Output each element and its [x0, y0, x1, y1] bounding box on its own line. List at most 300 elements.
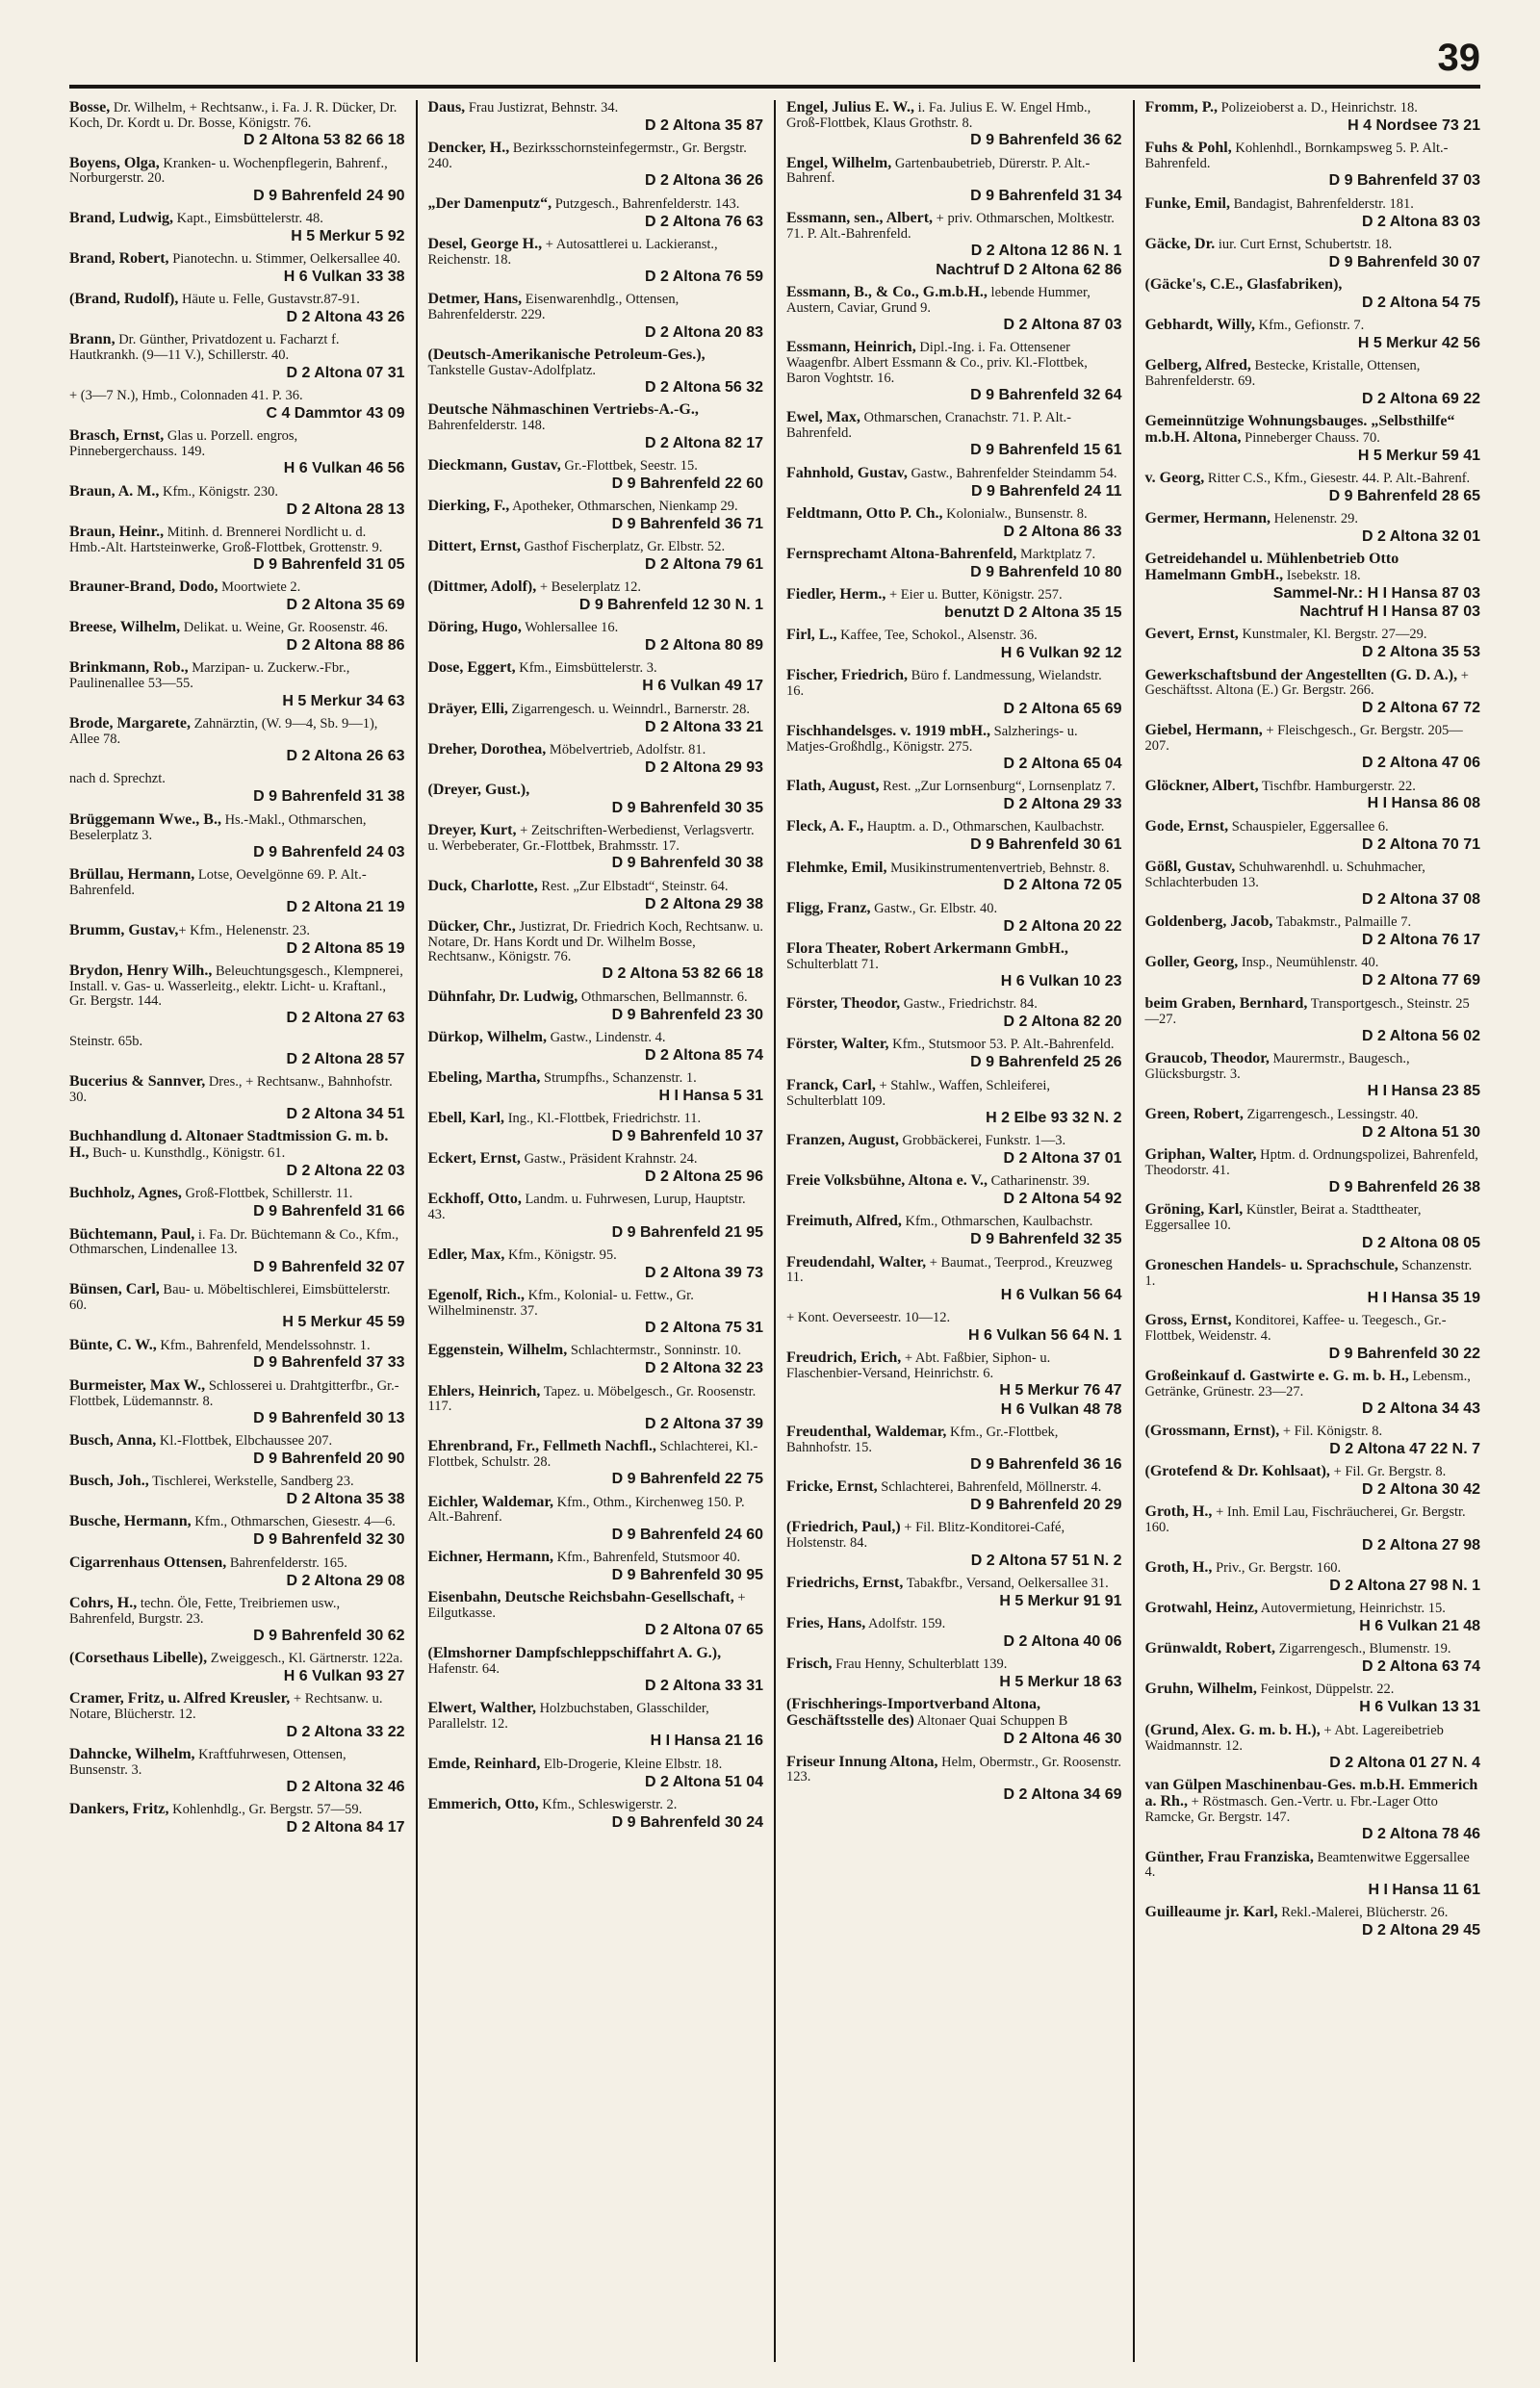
entry-name: Franck, Carl,: [786, 1076, 876, 1093]
entry-details: Isebekstr. 18.: [1283, 568, 1361, 584]
directory-entry: [69, 771, 405, 806]
entry-name: Förster, Walter,: [786, 1036, 889, 1053]
entry-name: (Dreyer, Gust.),: [427, 781, 530, 798]
phone-number: C 4 Dammtor 43 09: [266, 404, 405, 422]
entry-name: Firl, L.,: [786, 627, 837, 644]
entry-details: Konditorei, Kaffee- u. Teegesch., Gr.-Flottbek, Weidenstr. 4.: [1144, 1313, 1447, 1345]
entry-details: + Beselerplatz 12.: [536, 579, 642, 596]
directory-entry: [1145, 1682, 1481, 1716]
phone-number: D 2 Altona 57 51 N. 2: [970, 1552, 1122, 1569]
entry-details: Bandagist, Bahrenfelderstr. 181.: [1229, 195, 1414, 212]
phone-number: D 9 Bahrenfeld 37 33: [253, 1354, 405, 1372]
entry-details: Strumpfhs., Schanzenstr. 1.: [540, 1069, 697, 1086]
entry-name: Gevert, Ernst,: [1144, 626, 1239, 643]
phone-number: D 9 Bahrenfeld 24 60: [611, 1526, 763, 1543]
entry-details: + Fleischgesch., Gr. Bergstr. 205—207.: [1144, 723, 1463, 754]
directory-entry: [1145, 1850, 1481, 1900]
entry-name: Emde, Reinhard,: [427, 1755, 541, 1772]
entry-details: Ing., Kl.-Flottbek, Friedrichstr. 11.: [504, 1110, 702, 1126]
directory-entry: [786, 1616, 1122, 1651]
directory-entry: [69, 1186, 405, 1220]
directory-entry: [428, 1192, 764, 1242]
entry-details: iur. Curt Ernst, Schubertstr. 18.: [1215, 236, 1393, 252]
phone-number: D 2 Altona 29 38: [644, 895, 763, 912]
entry-details: Kfm., Othmarschen, Giesestr. 4—6.: [191, 1514, 396, 1530]
entry-name: Fligg, Franz,: [786, 899, 871, 916]
phone-number: D 9 Bahrenfeld 10 80: [970, 563, 1122, 580]
phone-number: D 2 Altona 54 92: [1003, 1191, 1122, 1208]
directory-entry: [69, 660, 405, 710]
phone-number: D 2 Altona 85 74: [644, 1046, 763, 1064]
directory-entry: [1145, 914, 1481, 949]
entry-name: Cohrs, H.,: [69, 1594, 138, 1611]
phone-number: H 6 Vulkan 49 17: [642, 678, 763, 695]
entry-name: Gewerkschaftsbund der Angestellten (G. D. A.),: [1144, 666, 1458, 683]
directory-entry: [1145, 100, 1481, 135]
directory-entry: [69, 1378, 405, 1428]
phone-number: D 2 Altona 88 86: [286, 637, 405, 655]
phone-number: Nachtruf H I Hansa 87 03: [1299, 603, 1480, 621]
entry-details: Dr. Günther, Privatdozent u. Facharzt f. Hautkrankh. (9—11 V.), Schillerstr. 40.: [69, 332, 340, 364]
phone-number: H I Hansa 5 31: [658, 1087, 763, 1104]
directory-entry: [1145, 1723, 1481, 1773]
directory-entry: [428, 1384, 764, 1434]
entry-details: Kohlenhdlg., Gr. Bergstr. 57—59.: [168, 1802, 363, 1818]
phone-number: D 2 Altona 29 08: [286, 1572, 405, 1589]
entry-name: Bucerius & Sannver,: [69, 1072, 206, 1090]
entry-details: Kohlenhdl., Bornkampsweg 5. P. Alt.-Bahrenfeld.: [1144, 141, 1449, 172]
directory-entry: [69, 1596, 405, 1646]
entry-details: Altonaer Quai Schuppen B: [913, 1713, 1068, 1730]
entry-details: Catharinenstr. 39.: [987, 1173, 1091, 1190]
directory-entry: [786, 1255, 1122, 1305]
phone-number: D 2 Altona 80 89: [644, 637, 763, 655]
entry-name: Dieckmann, Gustav,: [427, 456, 561, 474]
phone-number: D 9 Bahrenfeld 36 71: [611, 515, 763, 532]
entry-name: (Frischherings-Importverband Altona, Geschäftsstelle des): [786, 1696, 1040, 1730]
directory-entry: [69, 620, 405, 655]
directory-entry: [1145, 1424, 1481, 1458]
phone-number: D 2 Altona 63 74: [1361, 1658, 1480, 1676]
phone-number: D 2 Altona 36 26: [644, 172, 763, 190]
entry-name: Franzen, August,: [786, 1132, 899, 1149]
entry-name: Brüllau, Hermann,: [69, 866, 195, 884]
directory-entry: [786, 506, 1122, 541]
directory-entry: [69, 388, 405, 423]
entry-name: Gode, Ernst,: [1144, 817, 1229, 835]
directory-entry: [786, 211, 1122, 279]
directory-entry: [786, 628, 1122, 662]
entry-name: Brode, Margarete,: [69, 714, 192, 732]
directory-entry: [786, 1425, 1122, 1475]
directory-entry: [1145, 779, 1481, 813]
phone-number: H I Hansa 21 16: [650, 1733, 763, 1750]
entry-details: Tankstelle Gustav-Adolfplatz.: [427, 362, 597, 378]
entry-name: Dankers, Fritz,: [69, 1801, 169, 1818]
entry-details: Zweiggesch., Kl. Gärtnerstr. 122a.: [207, 1651, 403, 1667]
entry-name: Döring, Hugo,: [427, 619, 522, 636]
phone-number: D 9 Bahrenfeld 20 90: [253, 1451, 405, 1468]
phone-number: D 9 Bahrenfeld 32 64: [970, 386, 1122, 403]
entry-details: Beleuchtungsgesch., Klempnerei, Install. v. Gas- u. Wasserleitg., elektr. Licht- u. Kraftanl., Gr. Bergstr. 144.: [69, 963, 403, 1010]
entry-details: Groß-Flottbek, Schillerstr. 11.: [181, 1186, 353, 1202]
entry-name: (Deutsch-Amerikanische Petroleum-Ges.),: [427, 346, 706, 363]
directory-entry: [786, 1350, 1122, 1419]
entry-details: + Abt. Faßbier, Siphon- u. Flaschenbier-Versand, Heinrichstr. 6.: [786, 1350, 1051, 1382]
directory-entry: [786, 156, 1122, 206]
directory-entry: [428, 196, 764, 231]
entry-details: Frau Henny, Schulterblatt 139.: [832, 1656, 1008, 1673]
entry-details: Grobbäckerei, Funkstr. 1—3.: [898, 1133, 1066, 1149]
directory-entry: [1145, 668, 1481, 718]
directory-entry: [428, 1495, 764, 1545]
entry-name: Funke, Emil,: [1144, 194, 1230, 212]
directory-entry: [786, 668, 1122, 718]
entry-details: Steinstr. 65b.: [69, 1033, 143, 1049]
phone-number: D 2 Altona 56 32: [644, 379, 763, 397]
phone-number: D 2 Altona 29 45: [1361, 1921, 1480, 1939]
entry-details: Gartenbaubetrieb, Dürerstr. P. Alt.-Bahrenf.: [786, 155, 1091, 187]
phone-number: H 6 Vulkan 33 38: [283, 269, 405, 286]
entry-details: Othmarschen, Cranachstr. 71. P. Alt.-Bahrenfeld.: [786, 410, 1071, 441]
directory-entry: [428, 879, 764, 913]
directory-entry: [786, 1697, 1122, 1748]
entry-name: Ehrenbrand, Fr., Fellmeth Nachfl.,: [427, 1438, 656, 1455]
phone-number: H 5 Merkur 76 47: [999, 1382, 1122, 1399]
directory-entry: [428, 742, 764, 777]
phone-number: D 9 Bahrenfeld 32 30: [253, 1531, 405, 1549]
directory-entry: [428, 1646, 764, 1696]
entry-name: Gross, Ernst,: [1144, 1312, 1232, 1329]
directory-entry: [69, 923, 405, 958]
entry-details: Kfm., Königstr. 95.: [504, 1246, 617, 1263]
directory-entry: [69, 1514, 405, 1549]
entry-name: Bünsen, Carl,: [69, 1281, 160, 1297]
entry-details: Frau Justizrat, Behnstr. 34.: [465, 100, 619, 116]
entry-details: Tabakmstr., Palmaille 7.: [1272, 914, 1412, 931]
directory-entry: [786, 1656, 1122, 1691]
directory-entry: [428, 1701, 764, 1751]
phone-number: D 2 Altona 25 96: [644, 1168, 763, 1186]
phone-number: D 2 Altona 77 69: [1361, 972, 1480, 989]
phone-number: D 9 Bahrenfeld 26 38: [1328, 1179, 1480, 1196]
phone-number: D 9 Bahrenfeld 25 26: [970, 1054, 1122, 1071]
entry-details: Justizrat, Dr. Friedrich Koch, Rechtsanw. u. Notare, Dr. Hans Kordt und Dr. Wilhelm Bosse, Rechtsanw., Königstr. 76.: [427, 918, 763, 964]
entry-name: Busch, Joh.,: [69, 1473, 149, 1490]
phone-number: D 9 Bahrenfeld 32 07: [253, 1258, 405, 1275]
phone-number: D 2 Altona 33 31: [644, 1677, 763, 1694]
phone-number: D 9 Bahrenfeld 12 30 N. 1: [578, 597, 763, 614]
phone-number: D 9 Bahrenfeld 30 95: [611, 1566, 763, 1583]
phone-number: H 5 Merkur 34 63: [282, 692, 405, 709]
phone-number: D 9 Bahrenfeld 20 29: [970, 1497, 1122, 1514]
directory-entry: [69, 579, 405, 614]
entry-details: Kfm., Gr.-Flottbek, Bahnhofstr. 15.: [786, 1424, 1059, 1455]
entry-details: Buch- u. Kunsthdlg., Königstr. 61.: [89, 1145, 286, 1162]
entry-details: Hs.-Makl., Othmarschen, Beselerplatz 3.: [69, 811, 367, 843]
phone-number: H 6 Vulkan 48 78: [1000, 1400, 1122, 1418]
phone-number: D 2 Altona 26 63: [286, 748, 405, 765]
entry-name: Flath, August,: [786, 778, 880, 795]
phone-number: H I Hansa 35 19: [1367, 1290, 1480, 1307]
entry-name: Freudenthal, Waldemar,: [786, 1423, 947, 1440]
phone-number: D 2 Altona 29 33: [1003, 796, 1122, 813]
entry-details: Zahnärztin, (W. 9—4, Sb. 9—1), Allee 78.: [69, 715, 378, 747]
entry-details: Zigarrengesch., Blumenstr. 19.: [1275, 1641, 1451, 1657]
directory-entry: [428, 1550, 764, 1584]
entry-name: Buchhandlung d. Altonaer Stadtmission G. m. b. H.,: [69, 1128, 389, 1162]
entry-name: Dühnfahr, Dr. Ludwig,: [427, 988, 578, 1005]
entry-details: Zigarrengesch. u. Weinndrl., Barnerstr. 28.: [507, 701, 750, 717]
entry-details: + Röstmasch. Gen.-Vertr. u. Fbr.-Lager Otto Ramcke, Gr. Bergstr. 147.: [1144, 1794, 1438, 1825]
directory-entry: [1145, 1560, 1481, 1595]
entry-details: Glas u. Porzell. engros, Pinnebergerchauss. 149.: [69, 428, 298, 460]
entry-details: Tapez. u. Möbelgesch., Gr. Roosenstr. 117.: [427, 1383, 757, 1415]
entry-name: Dreyer, Kurt,: [427, 822, 517, 839]
directory-entry: [1145, 1641, 1481, 1676]
entry-name: Fries, Hans,: [786, 1615, 866, 1632]
entry-details: Dr. Wilhelm, + Rechtsanw., i. Fa. J. R. Dücker, Dr. Koch, Dr. Kordt u. Dr. Bosse, Königstr. 76.: [69, 100, 398, 131]
phone-number: D 2 Altona 53 82 66 18: [602, 965, 763, 983]
entry-name: Dittert, Ernst,: [427, 538, 521, 555]
phone-number: D 2 Altona 28 13: [286, 501, 405, 518]
directory-entry: [428, 919, 764, 984]
phone-number: D 2 Altona 39 73: [644, 1264, 763, 1281]
entry-details: Schuhwarenhdl. u. Schuhmacher, Schlachterbuden 13.: [1144, 859, 1425, 890]
entry-name: (Friedrich, Paul,): [786, 1519, 901, 1536]
entry-details: + Inh. Emil Lau, Fischräucherei, Gr. Bergstr. 160.: [1144, 1504, 1466, 1536]
phone-number: D 2 Altona 51 30: [1361, 1123, 1480, 1141]
entry-details: + Fil. Gr. Bergstr. 8.: [1329, 1464, 1447, 1480]
entry-details: Transportgesch., Steinstr. 25—27.: [1144, 995, 1470, 1027]
phone-number: D 9 Bahrenfeld 36 16: [970, 1456, 1122, 1474]
entry-details: Tischlerei, Werkstelle, Sandberg 23.: [148, 1474, 354, 1490]
entry-name: (Grossmann, Ernst),: [1144, 1423, 1280, 1440]
entry-name: Egenolf, Rich.,: [427, 1286, 525, 1303]
phone-number: D 9 Bahrenfeld 30 07: [1328, 253, 1480, 270]
phone-number: D 2 Altona 85 19: [286, 939, 405, 957]
phone-number: D 2 Altona 27 98 N. 1: [1329, 1577, 1480, 1594]
entry-name: Büchtemann, Paul,: [69, 1225, 195, 1243]
entry-name: Dose, Eggert,: [427, 659, 516, 677]
entry-details: Kfm., Bahrenfeld, Mendelssohnstr. 1.: [156, 1337, 371, 1353]
phone-number: benutzt D 2 Altona 35 15: [944, 603, 1122, 621]
directory-entry: [1145, 1107, 1481, 1142]
directory-entry: [69, 1282, 405, 1332]
entry-name: (Brand, Rudolf),: [69, 291, 179, 308]
directory-entry: [786, 466, 1122, 501]
entry-name: Dräyer, Elli,: [427, 700, 508, 717]
entry-details: Musikinstrumentenvertrieb, Behnstr. 8.: [886, 860, 1110, 876]
entry-details: Bahrenfelderstr. 165.: [226, 1554, 347, 1571]
phone-number: H I Hansa 11 61: [1368, 1881, 1480, 1898]
phone-number: D 2 Altona 20 83: [644, 323, 763, 341]
phone-number: D 2 Altona 82 17: [644, 434, 763, 451]
entry-name: Elwert, Walther,: [427, 1700, 536, 1717]
phone-number: Nachtruf D 2 Altona 62 86: [936, 261, 1122, 278]
entry-name: Ewel, Max,: [786, 409, 860, 426]
directory-entry: [1145, 358, 1481, 408]
directory-entry: [69, 1129, 405, 1180]
directory-entry: [1145, 1258, 1481, 1308]
entry-details: i. Fa. Dr. Büchtemann & Co., Kfm., Othmarschen, Lindenallee 13.: [69, 1226, 399, 1258]
entry-details: Kolonialw., Bunsenstr. 8.: [942, 505, 1088, 522]
entry-details: Adolfstr. 159.: [865, 1616, 946, 1632]
phone-number: D 9 Bahrenfeld 30 13: [253, 1409, 405, 1426]
entry-details: + Eilgutkasse.: [427, 1590, 746, 1622]
entry-details: Kaffee, Tee, Schokol., Alsenstr. 36.: [836, 628, 1038, 644]
directory-entry: [1145, 1369, 1481, 1419]
phone-number: D 9 Bahrenfeld 30 22: [1328, 1345, 1480, 1362]
entry-details: Bau- u. Möbeltischlerei, Eimsbüttelerstr. 60.: [69, 1282, 391, 1313]
entry-details: Delikat. u. Weine, Gr. Roosenstr. 46.: [180, 620, 389, 636]
entry-details: Hauptm. a. D., Othmarschen, Kaulbachstr.: [863, 819, 1105, 835]
phone-number: D 2 Altona 07 65: [644, 1622, 763, 1639]
entry-name: Giebel, Hermann,: [1144, 722, 1263, 738]
entry-name: Green, Robert,: [1144, 1105, 1244, 1122]
entry-details: Kfm., Kolonial- u. Fettw., Gr. Wilhelminenstr. 37.: [427, 1287, 694, 1319]
entry-details: Insp., Neumühlenstr. 40.: [1238, 955, 1379, 971]
entry-name: Graucob, Theodor,: [1144, 1050, 1270, 1067]
directory-entry: [69, 292, 405, 326]
directory-entry: [1145, 552, 1481, 621]
phone-number: D 9 Bahrenfeld 32 35: [970, 1231, 1122, 1248]
entry-name: Fromm, P.,: [1144, 100, 1219, 116]
entry-name: Dahncke, Wilhelm,: [69, 1745, 195, 1762]
phone-number: D 9 Bahrenfeld 30 62: [253, 1628, 405, 1645]
entry-details: Gastw., Friedrichstr. 84.: [900, 996, 1038, 1013]
phone-number: D 2 Altona 33 21: [644, 718, 763, 735]
entry-details: Priv., Gr. Bergstr. 160.: [1212, 1559, 1342, 1576]
entry-details: Schlachterei, Kl.-Flottbek, Schulstr. 28.: [427, 1439, 758, 1470]
phone-number: D 9 Bahrenfeld 31 34: [970, 187, 1122, 204]
entry-details: Kfm., Stutsmoor 53. P. Alt.-Bahrenfeld.: [888, 1037, 1115, 1053]
directory-entry: [69, 1034, 405, 1068]
directory-entry: [1145, 471, 1481, 505]
entry-details: Schanzenstr. 1.: [1144, 1257, 1473, 1289]
phone-number: D 2 Altona 01 27 N. 4: [1329, 1754, 1480, 1771]
phone-number: H 6 Vulkan 92 12: [1000, 645, 1122, 662]
entry-details: Gasthof Fischerplatz, Gr. Elbstr. 52.: [520, 539, 726, 555]
entry-name: Detmer, Hans,: [427, 291, 523, 308]
directory-entry: [428, 1111, 764, 1145]
phone-number: D 9 Bahrenfeld 31 05: [253, 556, 405, 574]
entry-name: Glöckner, Albert,: [1144, 777, 1259, 794]
directory-entry: [1145, 237, 1481, 271]
entry-name: Ehlers, Heinrich,: [427, 1382, 541, 1399]
entry-name: Busche, Hermann,: [69, 1513, 192, 1530]
entry-name: Dierking, F.,: [427, 497, 510, 514]
directory-entry: [1145, 141, 1481, 191]
entry-name: Brydon, Henry Wilh.,: [69, 962, 213, 979]
entry-name: Brasch, Ernst,: [69, 427, 165, 445]
entry-details: Holzbuchstaben, Glasschilder, Parallelstr. 12.: [427, 1701, 709, 1733]
directory-entry: [1145, 819, 1481, 854]
entry-name: (Grund, Alex. G. m. b. H.),: [1144, 1721, 1321, 1738]
directory-entry: [1145, 196, 1481, 231]
entry-details: Putzgesch., Bahrenfelderstr. 143.: [552, 195, 740, 212]
phone-number: D 9 Bahrenfeld 22 60: [611, 475, 763, 492]
entry-details: Kfm., Bahrenfeld, Stutsmoor 40.: [553, 1550, 741, 1566]
phone-number: D 2 Altona 54 75: [1361, 294, 1480, 311]
entry-name: Fricke, Ernst,: [786, 1478, 878, 1496]
entry-name: „Der Damenputz“,: [427, 194, 552, 212]
entry-details: Kfm., Königstr. 230.: [159, 483, 278, 500]
phone-number: H I Hansa 86 08: [1367, 795, 1480, 812]
directory-entry: [1145, 627, 1481, 661]
entry-details: Kl.-Flottbek, Elbchaussee 207.: [156, 1433, 333, 1450]
entry-name: (Elmshorner Dampfschleppschiffahrt A. G.),: [427, 1644, 722, 1661]
phone-number: D 9 Bahrenfeld 30 35: [611, 799, 763, 816]
phone-number: D 2 Altona 27 63: [286, 1010, 405, 1027]
entry-name: (Grotefend & Dr. Kohlsaat),: [1144, 1463, 1330, 1480]
entry-name: Edler, Max,: [427, 1245, 505, 1263]
phone-number: D 9 Bahrenfeld 31 66: [253, 1203, 405, 1220]
entry-details: Kranken- u. Wochenpflegerin, Bahrenf., Norburgerstr. 20.: [69, 155, 388, 187]
directory-entry: [69, 867, 405, 917]
phone-number: D 2 Altona 43 26: [286, 309, 405, 326]
entry-details: Polizeioberst a. D., Heinrichstr. 18.: [1218, 100, 1418, 116]
entry-details: Helm, Obermstr., Gr. Roosenstr. 123.: [786, 1754, 1122, 1785]
phone-number: H 5 Merkur 5 92: [291, 227, 405, 244]
phone-number: D 2 Altona 65 04: [1003, 756, 1122, 773]
phone-number: H 5 Merkur 18 63: [999, 1674, 1122, 1691]
entry-details: Moortwiete 2.: [218, 579, 301, 596]
phone-number: H 5 Merkur 91 91: [999, 1592, 1122, 1609]
phone-number: D 2 Altona 78 46: [1361, 1826, 1480, 1843]
entry-name: Grotwahl, Heinz,: [1144, 1600, 1258, 1617]
entry-details: Kunstmaler, Kl. Bergstr. 27—29.: [1238, 627, 1427, 643]
entry-details: Pianotechn. u. Stimmer, Oelkersallee 40.: [168, 251, 401, 268]
entry-name: Groneschen Handels- u. Sprachschule,: [1144, 1256, 1399, 1273]
entry-name: Griphan, Walter,: [1144, 1145, 1257, 1163]
entry-name: Gößl, Gustav,: [1144, 858, 1236, 875]
top-rule: [69, 85, 1480, 89]
directory-entry: [69, 1747, 405, 1797]
entry-name: Brand, Robert,: [69, 250, 169, 268]
entry-details: + Fil. Blitz-Konditorei-Café, Holstenstr. 84.: [786, 1520, 1065, 1552]
entry-name: Braun, A. M.,: [69, 482, 160, 500]
entry-name: Grünwaldt, Robert,: [1144, 1640, 1276, 1657]
phone-number: D 2 Altona 67 72: [1361, 699, 1480, 716]
entry-name: Fleck, A. F.,: [786, 818, 864, 835]
entry-details: Ritter C.S., Kfm., Giesestr. 44. P. Alt.-Bahrenf.: [1204, 470, 1471, 486]
entry-details: Elb-Drogerie, Kleine Elbstr. 18.: [540, 1756, 723, 1772]
entry-details: + Geschäftsst. Altona (E.) Gr. Bergstr. 266.: [1144, 667, 1469, 699]
phone-number: H 5 Merkur 59 41: [1357, 447, 1480, 464]
entry-name: Freie Volksbühne, Altona e. V.,: [786, 1172, 988, 1190]
entry-details: Lebensm., Getränke, Grünestr. 23—27.: [1144, 1368, 1471, 1399]
entry-details: i. Fa. Julius E. W. Engel Hmb., Groß-Flottbek, Klaus Grothstr. 8.: [786, 100, 1091, 131]
entry-name: v. Georg,: [1144, 469, 1205, 486]
entry-details: Pinneberger Chauss. 70.: [1241, 429, 1380, 446]
directory-entry: [428, 660, 764, 695]
entry-name: Bünte, C. W.,: [69, 1336, 157, 1353]
directory-entry: [786, 724, 1122, 774]
directory-entry: [1145, 1147, 1481, 1197]
phone-number: D 2 Altona 27 98: [1361, 1536, 1480, 1553]
phone-number: D 2 Altona 86 33: [1003, 523, 1122, 540]
entry-details: Schauspieler, Eggersallee 6.: [1228, 818, 1389, 835]
directory-entry: [786, 1576, 1122, 1610]
directory-entry: [428, 402, 764, 452]
directory-entry: [786, 547, 1122, 581]
page-number: 39: [1437, 37, 1480, 79]
entry-name: Duck, Charlotte,: [427, 877, 538, 894]
entry-details: Mitinh. d. Brennerei Nordlicht u. d. Hmb.-Alt. Hartsteinwerke, Groß-Flottbek, Grottenstr. 9.: [69, 524, 383, 555]
directory-entry: [69, 428, 405, 478]
directory-entry: [69, 1691, 405, 1741]
